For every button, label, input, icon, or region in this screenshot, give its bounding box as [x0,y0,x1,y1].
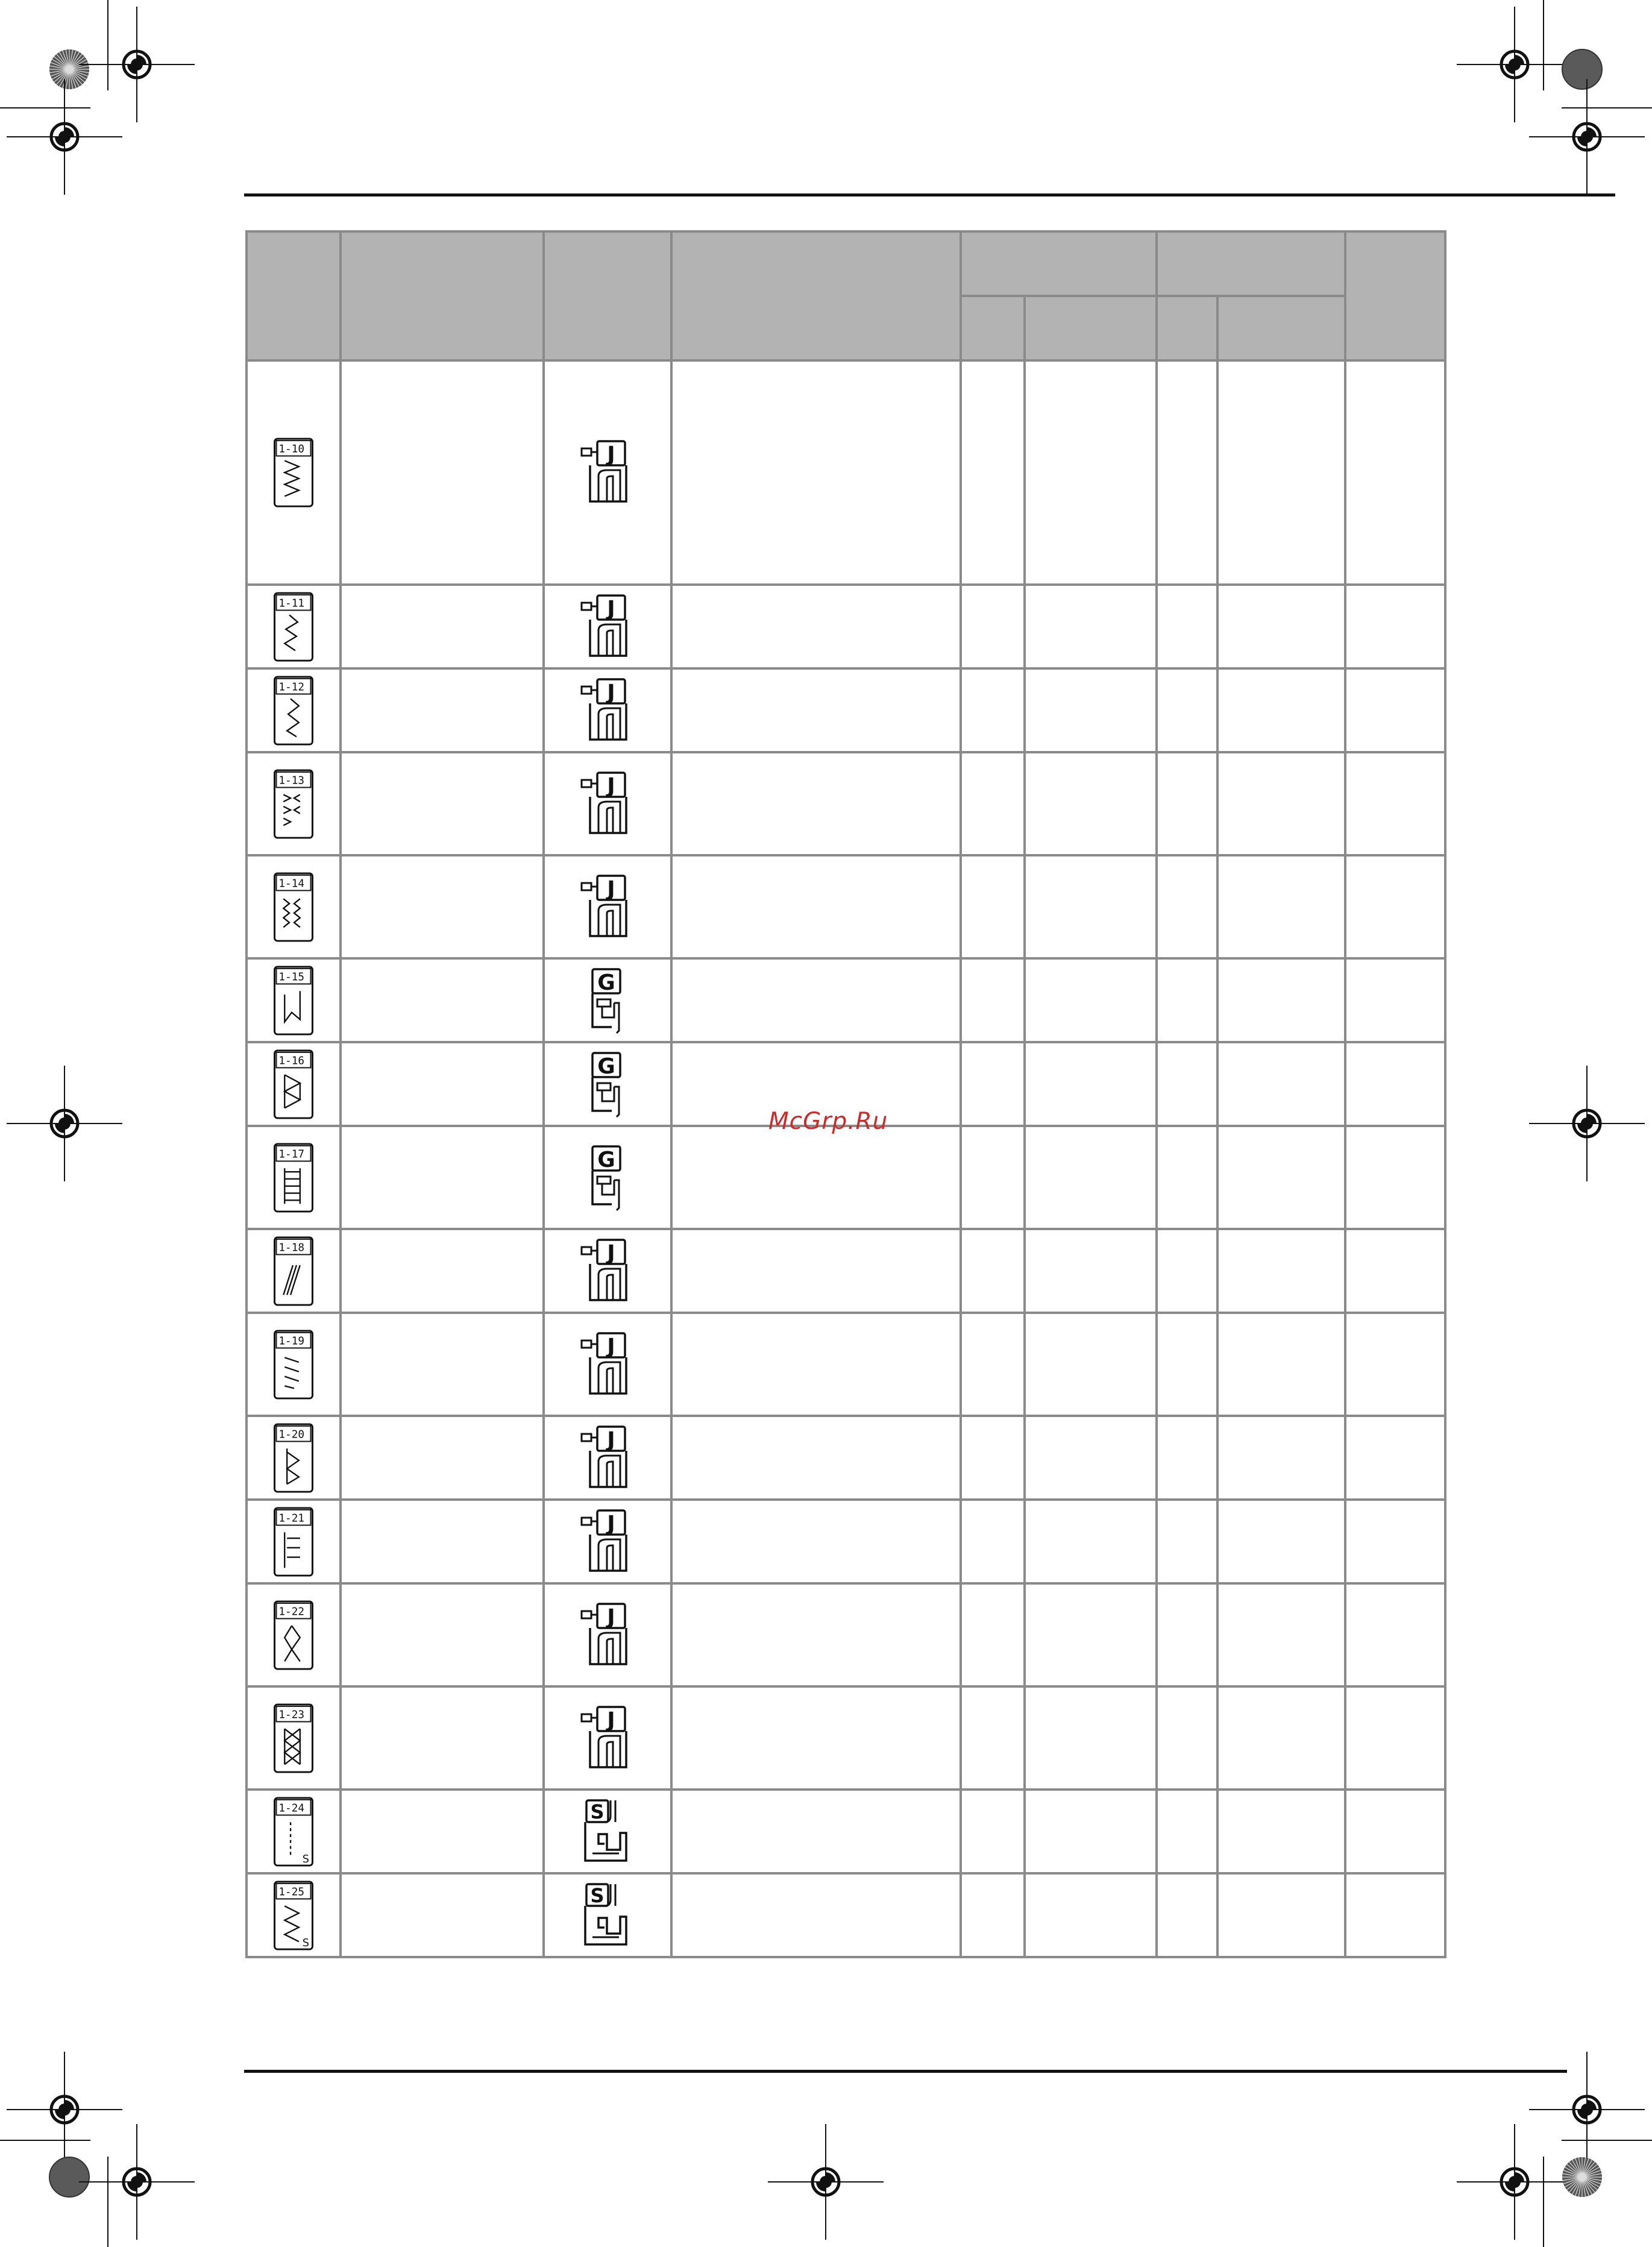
table-cell [1345,1790,1445,1873]
stitch-code-label: 1-23 [278,1709,305,1721]
stitch-code-label: 1-15 [278,971,305,984]
table-cell [1345,1583,1445,1686]
presser-foot-cell [544,360,671,585]
table-cell [1345,1229,1445,1313]
stitch-cell [247,1042,341,1126]
crosshair-mark [4,1063,125,1184]
table-cell [341,1313,544,1416]
table-cell [1345,958,1445,1042]
table-cell [961,1583,1025,1686]
table-row [247,585,1445,668]
table-cell [1157,1229,1217,1313]
table-cell [1157,1500,1217,1583]
table-cell [1025,1873,1157,1957]
stitch-code-label: 1-12 [278,681,305,694]
table-cell [1217,1313,1345,1416]
header-rule [244,193,1615,196]
presser-foot-letter: J [607,1604,615,1630]
stitch-code-label: 1-17 [278,1148,305,1161]
table-cell [341,855,544,958]
table-cell [1025,752,1157,855]
table-cell [1217,585,1345,668]
table-cell [1157,1126,1217,1229]
table-cell [1025,1790,1157,1873]
table-cell [1217,360,1345,585]
stitch-pattern-icon [270,1049,317,1120]
table-cell [961,855,1025,958]
table-cell [671,1790,961,1873]
table-cell [1345,1500,1445,1583]
presser-foot-j-icon [580,1424,635,1492]
presser-foot-letter: J [607,1334,615,1359]
table-cell [961,1042,1025,1126]
table-cell [961,752,1025,855]
header-cell-foot [544,231,671,360]
table-cell [1217,1583,1345,1686]
table-cell [961,1873,1025,1957]
sunburst-mark [1558,2153,1606,2201]
table-cell [341,1416,544,1500]
presser-foot-g-icon [580,1144,635,1211]
table-cell [961,1416,1025,1500]
header-subcell-width-manual [1025,296,1157,360]
presser-foot-letter: S [590,1884,605,1907]
header-subcell-length-manual [1217,296,1345,360]
stitch-code-label: 1-11 [278,597,305,610]
table-cell [671,752,961,855]
table-cell [1157,1583,1217,1686]
stitch-suffix-label: S [302,1853,309,1865]
presser-foot-cell [544,1042,671,1126]
watermark: McGrp.Ru [768,1108,888,1135]
table-cell [1217,1873,1345,1957]
stitch-code-label: 1-20 [278,1428,305,1441]
table-cell [961,585,1025,668]
table-cell [1025,1686,1157,1790]
table-cell [671,1126,961,1229]
stitch-pattern-icon [270,437,317,508]
presser-foot-cell [544,855,671,958]
presser-foot-letter: J [607,1708,615,1733]
table-cell [1157,360,1217,585]
stitch-cell [247,668,341,752]
presser-foot-letter: J [607,1427,615,1453]
header-subcell-width-auto [961,296,1025,360]
presser-foot-j-icon [580,439,635,506]
table-cell [671,1416,961,1500]
table-cell [1345,1042,1445,1126]
stitch-pattern-icon [270,1142,317,1213]
stitch-code-label: 1-24 [278,1802,305,1815]
stitch-code-label: 1-10 [278,443,305,456]
table-cell [1217,1790,1345,1873]
header-cell-length [1157,231,1345,296]
table-cell [671,1873,961,1957]
header-cell-stitch [247,231,341,360]
presser-foot-letter: J [607,1511,615,1536]
presser-foot-j-icon [580,873,635,941]
table-cell [341,1686,544,1790]
table-cell [1345,1126,1445,1229]
table-cell [1217,1686,1345,1790]
trim-line [0,107,90,108]
trim-line [1543,2157,1544,2247]
table-cell [341,1873,544,1957]
stitch-cell [247,1583,341,1686]
presser-foot-cell [544,1229,671,1313]
stitch-code-label: 1-25 [278,1886,305,1899]
table-row [247,1790,1445,1873]
table-row [247,1686,1445,1790]
header-cell-name [341,231,544,360]
table-cell [1157,958,1217,1042]
table-cell [671,1583,961,1686]
presser-foot-g-icon [580,1051,635,1118]
table-cell [671,1686,961,1790]
table-cell [1217,1042,1345,1126]
table-cell [1345,855,1445,958]
table-cell [961,360,1025,585]
table-cell [1157,1873,1217,1957]
stitch-code-label: 1-19 [278,1335,305,1348]
stitch-cell [247,1790,341,1873]
table-cell [671,668,961,752]
header-cell-extra [1345,231,1445,360]
presser-foot-letter: G [597,1054,615,1079]
stitch-code-label: 1-14 [278,878,305,890]
presser-foot-cell [544,668,671,752]
table-cell [1345,1686,1445,1790]
header-cell-width [961,231,1157,296]
presser-foot-letter: J [607,680,615,705]
stitch-pattern-icon [270,1703,317,1774]
table-cell [1217,1229,1345,1313]
presser-foot-cell [544,1583,671,1686]
stitch-table [245,230,1446,1958]
stitch-cell [247,1126,341,1229]
table-cell [961,958,1025,1042]
presser-foot-cell [544,1873,671,1957]
presser-foot-s-icon [580,1882,635,1949]
table-cell [1157,1416,1217,1500]
presser-foot-letter: J [607,1240,615,1266]
table-row [247,752,1445,855]
presser-foot-letter: S [590,1800,605,1823]
crosshair-mark [1527,1063,1647,1184]
stitch-cell [247,585,341,668]
table-row [247,1583,1445,1686]
table-cell [1217,855,1345,958]
table-cell [671,1500,961,1583]
table-cell [961,1790,1025,1873]
table-cell [961,1313,1025,1416]
table-cell [1025,1042,1157,1126]
table-cell [1025,1229,1157,1313]
table-cell [1157,668,1217,752]
table-row [247,1873,1445,1957]
table-cell [1217,1126,1345,1229]
table-cell [1345,1873,1445,1957]
table-cell [1157,1686,1217,1790]
table-row [247,958,1445,1042]
table-cell [1025,585,1157,668]
presser-foot-cell [544,1313,671,1416]
table-cell [1025,958,1157,1042]
stitch-code-label: 1-22 [278,1606,305,1618]
table-cell [671,360,961,585]
table-cell [1157,1042,1217,1126]
stitch-pattern-icon [270,1329,317,1400]
stitch-code-label: 1-16 [278,1055,305,1067]
presser-foot-letter: G [597,970,615,995]
table-cell [1157,752,1217,855]
table-cell [1025,360,1157,585]
table-cell [341,585,544,668]
presser-foot-j-icon [580,1508,635,1576]
table-row [247,1416,1445,1500]
table-cell [341,668,544,752]
table-row [247,668,1445,752]
table-cell [341,1042,544,1126]
table-cell [961,668,1025,752]
table-cell [961,1126,1025,1229]
presser-foot-cell [544,958,671,1042]
table-row [247,1500,1445,1583]
presser-foot-g-icon [580,967,635,1034]
presser-foot-j-icon [580,593,635,661]
stitch-cell [247,752,341,855]
table-cell [341,1790,544,1873]
table-cell [961,1686,1025,1790]
stitch-cell [247,1500,341,1583]
stitch-code-label: 1-18 [278,1242,305,1254]
table-cell [1025,1583,1157,1686]
presser-foot-j-icon [580,770,635,838]
stitch-cell [247,1229,341,1313]
presser-foot-cell [544,1126,671,1229]
table-cell [671,585,961,668]
presser-foot-cell [544,585,671,668]
presser-foot-j-icon [580,677,635,744]
table-cell [1217,1416,1345,1500]
trim-line [1562,2140,1652,2141]
crosshair-mark [77,2122,197,2242]
presser-foot-letter: J [607,596,615,621]
crosshair-mark [765,2122,886,2242]
table-cell [1217,668,1345,752]
stitch-code-label: 1-13 [278,775,305,787]
stitch-cell [247,958,341,1042]
table-cell [671,1229,961,1313]
presser-foot-j-icon [580,1705,635,1772]
table-cell [671,958,961,1042]
table-cell [1025,1313,1157,1416]
presser-foot-cell [544,1416,671,1500]
table-cell [1025,668,1157,752]
table-cell [341,1500,544,1583]
header-cell-application [671,231,961,360]
table-row [247,1313,1445,1416]
table-row [247,855,1445,958]
stitch-pattern-icon [270,1506,317,1577]
crosshair-mark [1454,2122,1575,2242]
stitch-pattern-icon [270,965,317,1036]
presser-foot-letter: J [607,442,615,467]
table-cell [1217,752,1345,855]
table-cell [1157,855,1217,958]
stitch-cell [247,1686,341,1790]
table-cell [1345,585,1445,668]
stitch-pattern-icon [270,675,317,746]
table-cell [1157,1313,1217,1416]
stitch-code-label: 1-21 [278,1512,305,1525]
trim-line [1562,107,1652,108]
table-cell [671,855,961,958]
table-cell [961,1229,1025,1313]
trim-line [107,2157,108,2247]
table-cell [1025,1500,1157,1583]
table-cell [1345,1313,1445,1416]
table-cell [341,958,544,1042]
presser-foot-letter: J [607,876,615,902]
presser-foot-s-icon [580,1798,635,1865]
presser-foot-letter: G [597,1147,615,1172]
stitch-cell [247,1873,341,1957]
table-cell [341,1229,544,1313]
table-cell [1345,360,1445,585]
table-cell [1217,1500,1345,1583]
table-cell [1345,752,1445,855]
table-cell [1157,1790,1217,1873]
presser-foot-cell [544,1500,671,1583]
table-cell [1025,855,1157,958]
stitch-pattern-icon [270,1880,317,1951]
presser-foot-letter: J [607,773,615,799]
presser-foot-cell [544,1686,671,1790]
table-row [247,1229,1445,1313]
table-cell [341,1126,544,1229]
presser-foot-cell [544,752,671,855]
stitch-suffix-label: S [302,1937,309,1949]
crosshair-mark [4,77,125,197]
presser-foot-cell [544,1790,671,1873]
table-cell [671,1313,961,1416]
trim-line [1543,0,1544,90]
trim-line [107,0,108,90]
table-cell [1025,1126,1157,1229]
presser-foot-j-icon [580,1237,635,1305]
table-cell [1217,958,1345,1042]
stitch-cell [247,1416,341,1500]
stitch-cell [247,360,341,585]
stitch-cell [247,1313,341,1416]
table-row [247,360,1445,585]
stitch-pattern-icon [270,872,317,943]
stitch-pattern-icon [270,591,317,662]
header-subcell-length-auto [1157,296,1217,360]
table-cell [1345,1416,1445,1500]
crosshair-mark [1527,77,1647,197]
table-cell [1345,668,1445,752]
table-cell [961,1500,1025,1583]
stitch-pattern-icon [270,1600,317,1671]
presser-foot-j-icon [580,1601,635,1669]
table-cell [341,752,544,855]
table-cell [1025,1416,1157,1500]
table-cell [341,360,544,585]
table-row [247,1126,1445,1229]
table-cell [1157,585,1217,668]
trim-line [0,2140,90,2141]
stitch-pattern-icon [270,1422,317,1494]
stitch-pattern-icon [270,1796,317,1867]
table-cell [341,1583,544,1686]
stitch-pattern-icon [270,768,317,840]
stitch-cell [247,855,341,958]
footer-rule [244,2070,1567,2073]
presser-foot-j-icon [580,1331,635,1398]
stitch-pattern-icon [270,1236,317,1307]
